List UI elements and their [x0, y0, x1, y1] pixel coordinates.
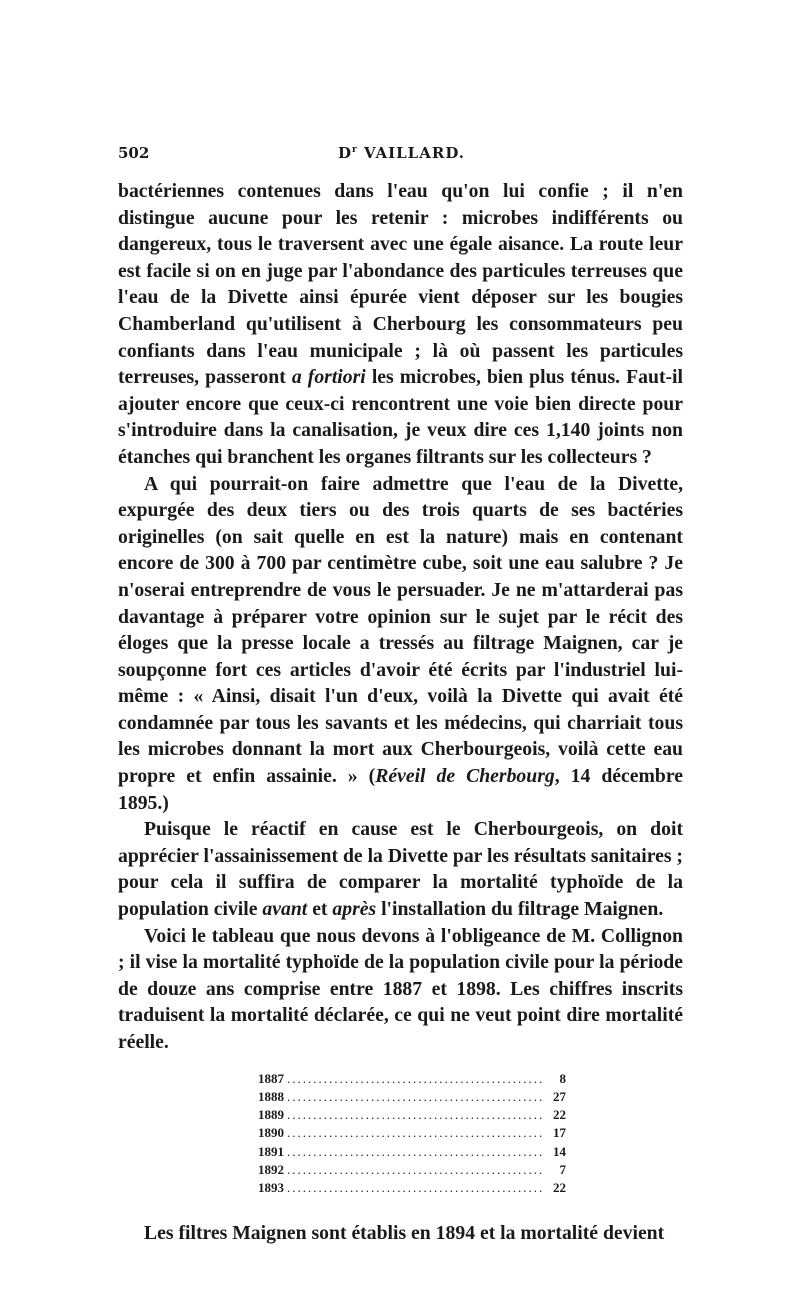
- leader-dots: [287, 1070, 545, 1088]
- table-row: [258, 1179, 566, 1197]
- table-deaths: 17: [553, 1125, 566, 1141]
- table-deaths: 22: [553, 1107, 566, 1123]
- table-year: 1891: [258, 1143, 284, 1159]
- paragraph-1-text-b: les microbes, bien plus ténus. Faut-il ajouter encore que ceux-ci rencontrent une voie bien directe pour s'introduire dans la canalisation, je veux dire ces 1,140 joints non étanches qui branchent les organes filtrants sur les collecteurs ?: [118, 366, 683, 468]
- author-name: VAILLARD.: [364, 144, 466, 162]
- paragraph-3-text-c: l'installation du filtrage Maignen.: [376, 898, 664, 921]
- table-deaths: 27: [553, 1088, 566, 1104]
- paragraph-3: [118, 816, 683, 922]
- table-row: [258, 1070, 566, 1088]
- table-row: [258, 1124, 566, 1142]
- table-year: 1889: [258, 1107, 284, 1123]
- paragraph-5: Les filtres Maignen sont établis en 1894 et la mortalité devient: [144, 1221, 665, 1244]
- leader-dots: [287, 1179, 545, 1197]
- table-row: [258, 1143, 566, 1161]
- leader-dots: [287, 1106, 545, 1124]
- emphasis-a-fortiori: a fortiori: [291, 366, 366, 389]
- table-row: [258, 1088, 566, 1106]
- emphasis-apres: après: [332, 898, 377, 921]
- paragraph-2-text-a: A qui pourrait-on faire admettre que l'eau de la Divette, expurgée des deux tiers ou des trois quarts de ses bactéries originelles (on sait quelle en est la nature) mais en contenant encore de 300 à 700 par centimètre cube, soit une eau salubre ? Je n'oserai entreprendre de vous le persuader. Je ne m'attarderai pas davantage à préparer votre opinion sur le sujet par le récit des éloges que la presse locale a tressés au filtrage Maignen, car je soupçonne fort ces articles d'avoir été écrits par l'industriel lui-même : « Ainsi, disait l'un d'eux, voilà la Divette qui avait été condamnée par tous les savants et les médecins, qui charriait tous les microbes donnant la mort aux Cherbourgeois, voilà cette eau propre et enfin assainie. » (: [118, 472, 683, 788]
- leader-dots: [287, 1088, 545, 1106]
- leader-dots: [287, 1124, 545, 1142]
- table-deaths: 14: [553, 1143, 566, 1159]
- mortality-table: [258, 1070, 566, 1198]
- table-year: 1888: [258, 1088, 284, 1104]
- paragraph-1-text-a: bactériennes contenues dans l'eau qu'on lui confie ; il n'en distingue aucune pour les retenir : microbes indifférents ou dangereux, tous le traversent avec une égale aisance. La route leur est facile si on en juge par l'abondance des particules terreuses que l'eau de la Divette ainsi épurée vient déposer sur les bougies Chamberland qu'utilisent à Cherbourg les consommateurs peu confiants dans l'eau municipale ; là où passent les particules terreuses, passeront: [118, 180, 683, 389]
- table-deaths: 22: [553, 1180, 566, 1196]
- author-prefix: D: [338, 144, 353, 162]
- body-text: [118, 178, 683, 1056]
- leader-dots: [287, 1161, 545, 1179]
- page: [118, 140, 683, 1266]
- author-prefix-sup: r: [352, 145, 358, 155]
- citation-reveil: Réveil de Cherbourg: [375, 765, 555, 788]
- table-row: [258, 1106, 566, 1124]
- running-title: [338, 144, 465, 162]
- emphasis-avant: avant: [262, 898, 308, 921]
- table-deaths: 7: [559, 1162, 566, 1178]
- paragraph-1: [118, 178, 683, 471]
- paragraph-2-text-b: , 14 décembre 1895.): [118, 765, 683, 814]
- paragraph-4: Voici le tableau que nous devons à l'obligeance de M. Collignon ; il vise la mortalité typhoïde de la population civile pour la période de douze ans comprise entre 1887 et 1898. Les chiffres inscrits traduisent la mortalité déclarée, ce qui ne veut point dire mortalité réelle.: [118, 924, 683, 1053]
- table-year: 1893: [258, 1180, 284, 1196]
- running-header: [118, 140, 683, 164]
- table-year: 1892: [258, 1162, 284, 1178]
- page-number: 502: [118, 144, 150, 162]
- table-year: 1887: [258, 1070, 284, 1086]
- paragraph-2: [118, 471, 683, 817]
- table-year: 1890: [258, 1125, 284, 1141]
- paragraph-3-text-a: Puisque le réactif en cause est le Cherbourgeois, on doit apprécier l'assainissement de la Divette par les résultats sanitaires ; pour cela il suffira de comparer la mortalité typhoïde de la population civile: [118, 818, 683, 921]
- table-row: [258, 1161, 566, 1179]
- paragraph-3-text-b: et: [307, 898, 333, 921]
- table-deaths: 8: [559, 1070, 566, 1086]
- leader-dots: [287, 1143, 545, 1161]
